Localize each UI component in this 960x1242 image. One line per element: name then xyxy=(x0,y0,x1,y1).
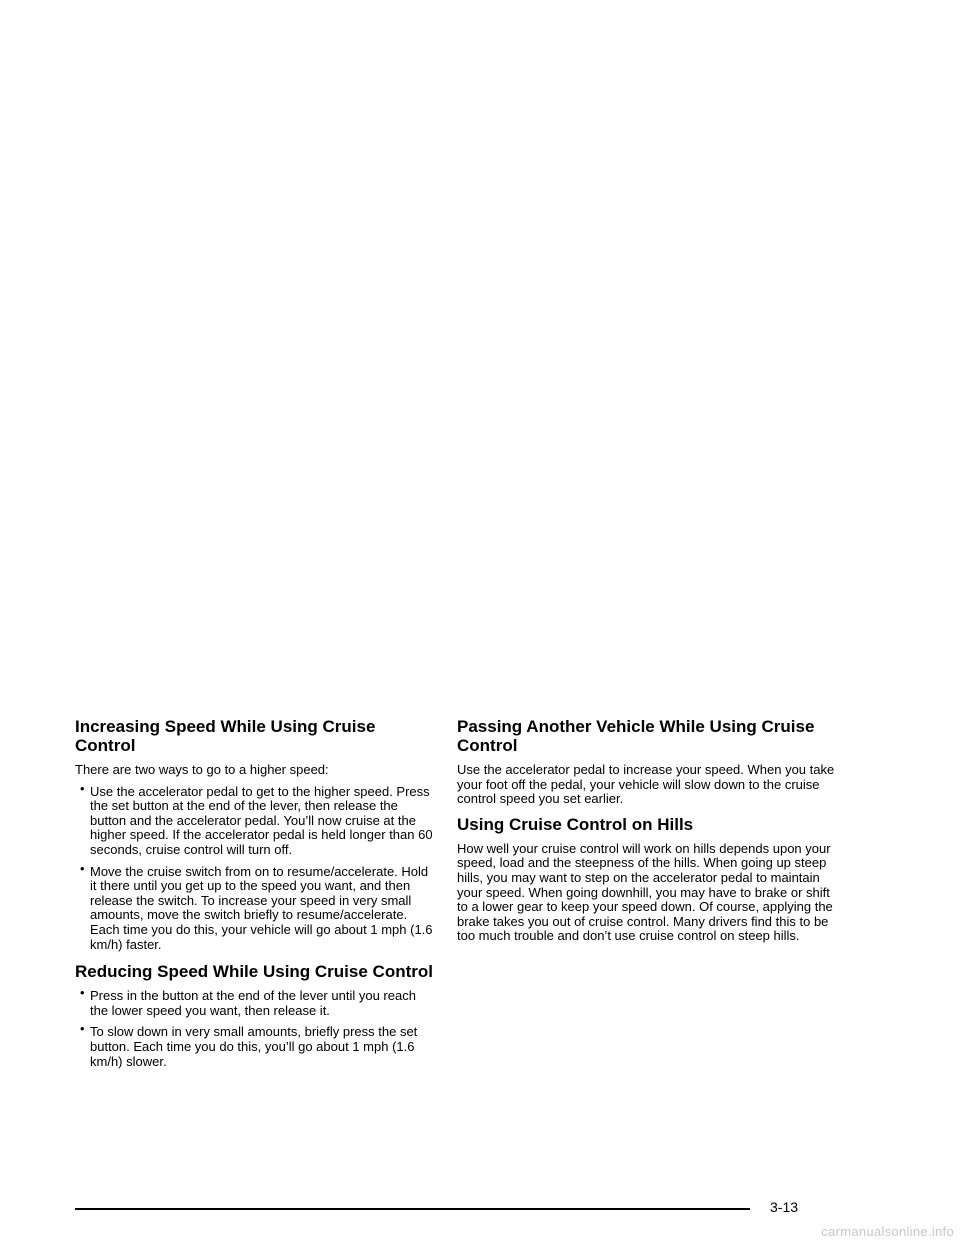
list-item-text: To slow down in very small amounts, briefly press the set button. Each time you do this, you’ll go about 1 mph (1.6 km/h) slower. xyxy=(90,1024,418,1069)
section-heading-reducing-speed: Reducing Speed While Using Cruise Control xyxy=(75,962,433,982)
list-item-text: Use the accelerator pedal to get to the higher speed. Press the set button at the end of the lever, then release the button and the accelerator pedal. You’ll now cruise at the higher speed. If the accelerator pedal is held longer than 60 seconds, cruise control will turn off. xyxy=(90,783,433,857)
list-item xyxy=(75,860,435,953)
section-heading-hills: Using Cruise Control on Hills xyxy=(457,814,694,834)
list-item-text: Move the cruise switch from on to resume/accelerate. Hold it there until you get up to the speed you want, and then release the switch. To increase your speed in very small amounts, move the switch briefly to resume/accelerate. Each time you do this, your vehicle will go about 1 mph (1.6 km/h) faster. xyxy=(90,863,433,952)
right-column xyxy=(457,717,837,951)
list-item xyxy=(75,985,435,1018)
hills-body: How well your cruise control will work on hills depends upon your speed, load and the steepness of the hills. When going up steep hills, you may want to step on the accelerator pedal to maintain your speed. When going downhill, you may have to brake or shift to a lower gear to keep your speed down. Of course, applying the brake takes you out of cruise control. Many drivers find this to be too much trouble and don’t use cruise control on steep hills. xyxy=(457,840,833,944)
passing-vehicle-body: Use the accelerator pedal to increase your speed. When you take your foot off the pedal, your vehicle will slow down to the cruise control speed you set earlier. xyxy=(457,762,835,807)
reducing-speed-list xyxy=(75,985,435,1069)
section-heading-passing-vehicle: Passing Another Vehicle While Using Cruise Control xyxy=(457,717,815,755)
list-item xyxy=(75,780,435,858)
list-item-text: Press in the button at the end of the lever until you reach the lower speed you want, then release it. xyxy=(90,988,416,1018)
left-column xyxy=(75,717,435,1079)
list-item xyxy=(75,1021,435,1069)
footer-rule xyxy=(75,1208,750,1210)
watermark: carmanualsonline.info xyxy=(821,1224,954,1239)
bullet-icon: • xyxy=(80,985,85,1001)
increasing-speed-list xyxy=(75,780,435,953)
bullet-icon: • xyxy=(80,780,85,796)
section-heading-increasing-speed: Increasing Speed While Using Cruise Control xyxy=(75,717,376,755)
bullet-icon: • xyxy=(80,1021,85,1037)
increasing-speed-intro: There are two ways to go to a higher speed: xyxy=(75,762,329,777)
bullet-icon: • xyxy=(80,860,85,876)
page-number: 3-13 xyxy=(770,1199,799,1215)
